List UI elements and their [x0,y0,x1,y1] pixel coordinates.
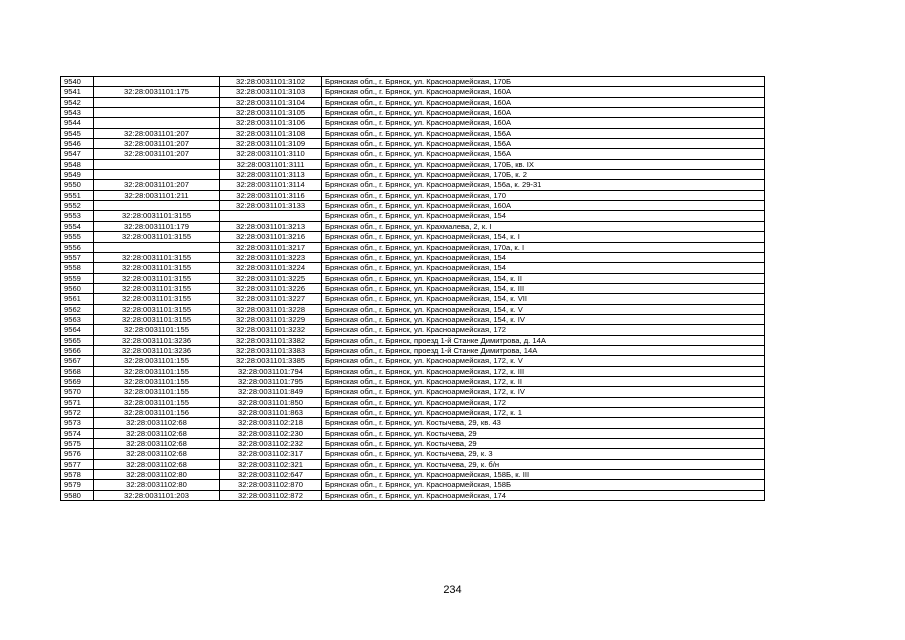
parent-cadastral-cell: 32:28:0031101:175 [94,87,220,97]
address-cell: Брянская обл., г. Брянск, ул. Красноармейская, 174 [322,490,765,500]
address-cell: Брянская обл., г. Брянск, проезд 1-й Станке Димитрова, д. 14А [322,335,765,345]
table-row [61,108,765,118]
address-cell: Брянская обл., г. Брянск, ул. Красноармейская, 172 [322,397,765,407]
parent-cadastral-cell: 32:28:0031101:3155 [94,304,220,314]
parent-cadastral-cell: 32:28:0031101:155 [94,397,220,407]
row-number-cell: 9580 [61,490,94,500]
table-row [61,232,765,242]
parent-cadastral-cell: 32:28:0031102:80 [94,470,220,480]
cadastral-number-cell: 32:28:0031101:3116 [220,190,322,200]
table-row [61,139,765,149]
table-row [61,128,765,138]
address-cell: Брянская обл., г. Брянск, ул. Красноармейская, 160А [322,97,765,107]
address-cell: Брянская обл., г. Брянск, ул. Красноармейская, 154, к. III [322,283,765,293]
parent-cadastral-cell: 32:28:0031101:3155 [94,263,220,273]
address-cell: Брянская обл., г. Брянск, ул. Красноармейская, 172, к. 1 [322,408,765,418]
cadastral-number-cell: 32:28:0031101:3104 [220,97,322,107]
cadastral-number-cell: 32:28:0031101:3110 [220,149,322,159]
cadastral-number-cell: 32:28:0031102:232 [220,439,322,449]
cadastral-number-cell: 32:28:0031102:872 [220,490,322,500]
row-number-cell: 9561 [61,294,94,304]
row-number-cell: 9566 [61,345,94,355]
table-row [61,170,765,180]
cadastral-table [60,76,765,501]
row-number-cell: 9576 [61,449,94,459]
cadastral-number-cell: 32:28:0031101:794 [220,366,322,376]
cadastral-number-cell: 32:28:0031101:795 [220,376,322,386]
row-number-cell: 9559 [61,273,94,283]
address-cell: Брянская обл., г. Брянск, ул. Крахмалева, 2, к. I [322,221,765,231]
parent-cadastral-cell [94,201,220,211]
cadastral-number-cell: 32:28:0031102:870 [220,480,322,490]
table-row [61,397,765,407]
row-number-cell: 9557 [61,252,94,262]
parent-cadastral-cell: 32:28:0031101:3236 [94,345,220,355]
table-row [61,242,765,252]
table-row [61,314,765,324]
row-number-cell: 9555 [61,232,94,242]
row-number-cell: 9578 [61,470,94,480]
cadastral-number-cell: 32:28:0031101:3383 [220,345,322,355]
row-number-cell: 9567 [61,356,94,366]
table-row [61,356,765,366]
table-row [61,201,765,211]
address-cell: Брянская обл., г. Брянск, ул. Красноармейская, 154, к. VII [322,294,765,304]
address-cell: Брянская обл., г. Брянск, ул. Красноармейская, 172 [322,325,765,335]
row-number-cell: 9547 [61,149,94,159]
cadastral-number-cell: 32:28:0031101:850 [220,397,322,407]
address-cell: Брянская обл., г. Брянск, ул. Красноармейская, 154, к. IV [322,314,765,324]
address-cell: Брянская обл., г. Брянск, ул. Красноармейская, 156А [322,128,765,138]
cadastral-number-cell: 32:28:0031101:3108 [220,128,322,138]
parent-cadastral-cell: 32:28:0031101:3155 [94,294,220,304]
cadastral-number-cell: 32:28:0031101:3229 [220,314,322,324]
table-row [61,118,765,128]
cadastral-number-cell: 32:28:0031101:3223 [220,252,322,262]
row-number-cell: 9569 [61,376,94,386]
parent-cadastral-cell: 32:28:0031101:207 [94,180,220,190]
parent-cadastral-cell: 32:28:0031101:3236 [94,335,220,345]
row-number-cell: 9552 [61,201,94,211]
parent-cadastral-cell: 32:28:0031101:211 [94,190,220,200]
row-number-cell: 9543 [61,108,94,118]
table-row [61,376,765,386]
cadastral-number-cell: 32:28:0031101:3226 [220,283,322,293]
parent-cadastral-cell: 32:28:0031102:68 [94,428,220,438]
address-cell: Брянская обл., г. Брянск, ул. Красноармейская, 172, к. V [322,356,765,366]
parent-cadastral-cell: 32:28:0031101:3155 [94,211,220,221]
row-number-cell: 9579 [61,480,94,490]
address-cell: Брянская обл., г. Брянск, ул. Костычева, 29, к. б/н [322,459,765,469]
cadastral-number-cell: 32:28:0031102:321 [220,459,322,469]
parent-cadastral-cell [94,159,220,169]
table-row [61,294,765,304]
parent-cadastral-cell: 32:28:0031101:155 [94,356,220,366]
table-row [61,97,765,107]
parent-cadastral-cell: 32:28:0031102:80 [94,480,220,490]
table-row [61,428,765,438]
parent-cadastral-cell: 32:28:0031101:155 [94,325,220,335]
table-row [61,263,765,273]
row-number-cell: 9560 [61,283,94,293]
row-number-cell: 9545 [61,128,94,138]
address-cell: Брянская обл., г. Брянск, ул. Красноармейская, 156а, к. 29-31 [322,180,765,190]
table-row [61,459,765,469]
row-number-cell: 9551 [61,190,94,200]
table-row [61,325,765,335]
parent-cadastral-cell [94,242,220,252]
parent-cadastral-cell: 32:28:0031101:155 [94,387,220,397]
cadastral-number-cell: 32:28:0031101:3106 [220,118,322,128]
address-cell: Брянская обл., г. Брянск, ул. Костычева, 29 [322,439,765,449]
address-cell: Брянская обл., г. Брянск, ул. Красноармейская, 156А [322,139,765,149]
parent-cadastral-cell: 32:28:0031101:3155 [94,252,220,262]
table-row [61,87,765,97]
address-cell: Брянская обл., г. Брянск, ул. Красноармейская, 170Б, кв. IX [322,159,765,169]
table-row [61,77,765,87]
cadastral-number-cell: 32:28:0031101:3102 [220,77,322,87]
address-cell: Брянская обл., г. Брянск, ул. Красноармейская, 160А [322,87,765,97]
table-row [61,418,765,428]
table-row [61,283,765,293]
cadastral-number-cell: 32:28:0031102:230 [220,428,322,438]
row-number-cell: 9554 [61,221,94,231]
cadastral-number-cell: 32:28:0031101:863 [220,408,322,418]
cadastral-number-cell: 32:28:0031101:3105 [220,108,322,118]
parent-cadastral-cell: 32:28:0031102:68 [94,459,220,469]
address-cell: Брянская обл., г. Брянск, ул. Костычева, 29 [322,428,765,438]
table-row [61,408,765,418]
address-cell: Брянская обл., г. Брянск, ул. Красноармейская, 154, к. V [322,304,765,314]
address-cell: Брянская обл., г. Брянск, ул. Красноармейская, 160А [322,118,765,128]
address-cell: Брянская обл., г. Брянск, ул. Красноармейская, 172, к. III [322,366,765,376]
cadastral-number-cell: 32:28:0031101:3227 [220,294,322,304]
address-cell: Брянская обл., г. Брянск, ул. Красноармейская, 160А [322,108,765,118]
parent-cadastral-cell: 32:28:0031101:207 [94,139,220,149]
cadastral-number-cell: 32:28:0031101:3217 [220,242,322,252]
table-row [61,304,765,314]
row-number-cell: 9571 [61,397,94,407]
row-number-cell: 9565 [61,335,94,345]
address-cell: Брянская обл., г. Брянск, ул. Красноармейская, 158Б, к. III [322,470,765,480]
cadastral-number-cell: 32:28:0031101:3103 [220,87,322,97]
parent-cadastral-cell: 32:28:0031101:207 [94,128,220,138]
address-cell: Брянская обл., г. Брянск, ул. Красноармейская, 158Б [322,480,765,490]
parent-cadastral-cell: 32:28:0031101:3155 [94,283,220,293]
address-cell: Брянская обл., г. Брянск, ул. Красноармейская, 154 [322,211,765,221]
parent-cadastral-cell [94,97,220,107]
table-row [61,190,765,200]
table-row [61,480,765,490]
row-number-cell: 9550 [61,180,94,190]
table-row [61,345,765,355]
table-row [61,439,765,449]
row-number-cell: 9541 [61,87,94,97]
row-number-cell: 9577 [61,459,94,469]
parent-cadastral-cell: 32:28:0031101:203 [94,490,220,500]
parent-cadastral-cell [94,77,220,87]
table-row [61,159,765,169]
row-number-cell: 9562 [61,304,94,314]
table-row [61,449,765,459]
address-cell: Брянская обл., г. Брянск, ул. Костычева, 29, кв. 43 [322,418,765,428]
parent-cadastral-cell: 32:28:0031102:68 [94,418,220,428]
cadastral-number-cell: 32:28:0031101:3133 [220,201,322,211]
parent-cadastral-cell: 32:28:0031101:156 [94,408,220,418]
parent-cadastral-cell: 32:28:0031102:68 [94,449,220,459]
cadastral-number-cell: 32:28:0031101:849 [220,387,322,397]
table-row [61,490,765,500]
cadastral-number-cell: 32:28:0031101:3213 [220,221,322,231]
row-number-cell: 9573 [61,418,94,428]
cadastral-number-cell: 32:28:0031101:3225 [220,273,322,283]
table-row [61,252,765,262]
cadastral-number-cell: 32:28:0031102:317 [220,449,322,459]
row-number-cell: 9546 [61,139,94,149]
address-cell: Брянская обл., г. Брянск, ул. Красноармейская, 170 [322,190,765,200]
address-cell: Брянская обл., г. Брянск, ул. Красноармейская, 172, к. II [322,376,765,386]
address-cell: Брянская обл., г. Брянск, ул. Красноармейская, 154 [322,263,765,273]
address-cell: Брянская обл., г. Брянск, ул. Красноармейская, 156А [322,149,765,159]
row-number-cell: 9574 [61,428,94,438]
row-number-cell: 9542 [61,97,94,107]
table-row [61,221,765,231]
row-number-cell: 9558 [61,263,94,273]
table-row [61,180,765,190]
address-cell: Брянская обл., г. Брянск, ул. Красноармейская, 154, к. I [322,232,765,242]
row-number-cell: 9570 [61,387,94,397]
cadastral-number-cell: 32:28:0031101:3228 [220,304,322,314]
row-number-cell: 9556 [61,242,94,252]
table-row [61,335,765,345]
parent-cadastral-cell [94,170,220,180]
row-number-cell: 9549 [61,170,94,180]
cadastral-number-cell: 32:28:0031101:3114 [220,180,322,190]
cadastral-number-cell: 32:28:0031102:218 [220,418,322,428]
table-row [61,211,765,221]
address-cell: Брянская обл., г. Брянск, ул. Красноармейская, 170Б, к. 2 [322,170,765,180]
row-number-cell: 9563 [61,314,94,324]
row-number-cell: 9564 [61,325,94,335]
cadastral-number-cell: 32:28:0031101:3216 [220,232,322,242]
row-number-cell: 9548 [61,159,94,169]
cadastral-number-cell: 32:28:0031101:3111 [220,159,322,169]
table-row [61,149,765,159]
row-number-cell: 9572 [61,408,94,418]
table-row [61,470,765,480]
parent-cadastral-cell: 32:28:0031101:155 [94,376,220,386]
address-cell: Брянская обл., г. Брянск, проезд 1-й Станке Димитрова, 14А [322,345,765,355]
cadastral-number-cell: 32:28:0031101:3113 [220,170,322,180]
cadastral-number-cell: 32:28:0031101:3232 [220,325,322,335]
parent-cadastral-cell: 32:28:0031101:3155 [94,314,220,324]
parent-cadastral-cell: 32:28:0031101:155 [94,366,220,376]
row-number-cell: 9575 [61,439,94,449]
table-row [61,387,765,397]
address-cell: Брянская обл., г. Брянск, ул. Красноармейская, 160А [322,201,765,211]
row-number-cell: 9553 [61,211,94,221]
address-cell: Брянская обл., г. Брянск, ул. Красноармейская, 170Б [322,77,765,87]
cadastral-number-cell: 32:28:0031102:647 [220,470,322,480]
parent-cadastral-cell: 32:28:0031101:3155 [94,232,220,242]
parent-cadastral-cell: 32:28:0031102:68 [94,439,220,449]
cadastral-number-cell: 32:28:0031101:3382 [220,335,322,345]
cadastral-number-cell: 32:28:0031101:3224 [220,263,322,273]
parent-cadastral-cell: 32:28:0031101:207 [94,149,220,159]
address-cell: Брянская обл., г. Брянск, ул. Красноармейская, 154, к. II [322,273,765,283]
address-cell: Брянская обл., г. Брянск, ул. Красноармейская, 172, к. IV [322,387,765,397]
parent-cadastral-cell [94,118,220,128]
parent-cadastral-cell: 32:28:0031101:179 [94,221,220,231]
row-number-cell: 9540 [61,77,94,87]
table-body [61,77,765,501]
address-cell: Брянская обл., г. Брянск, ул. Красноармейская, 154 [322,252,765,262]
page-number: 234 [443,584,462,596]
table-row [61,366,765,376]
address-cell: Брянская обл., г. Брянск, ул. Костычева, 29, к. 3 [322,449,765,459]
table-row [61,273,765,283]
cadastral-number-cell: 32:28:0031101:3109 [220,139,322,149]
address-cell: Брянская обл., г. Брянск, ул. Красноармейская, 170а, к. I [322,242,765,252]
cadastral-number-cell [220,211,322,221]
parent-cadastral-cell: 32:28:0031101:3155 [94,273,220,283]
cadastral-number-cell: 32:28:0031101:3385 [220,356,322,366]
row-number-cell: 9544 [61,118,94,128]
parent-cadastral-cell [94,108,220,118]
row-number-cell: 9568 [61,366,94,376]
